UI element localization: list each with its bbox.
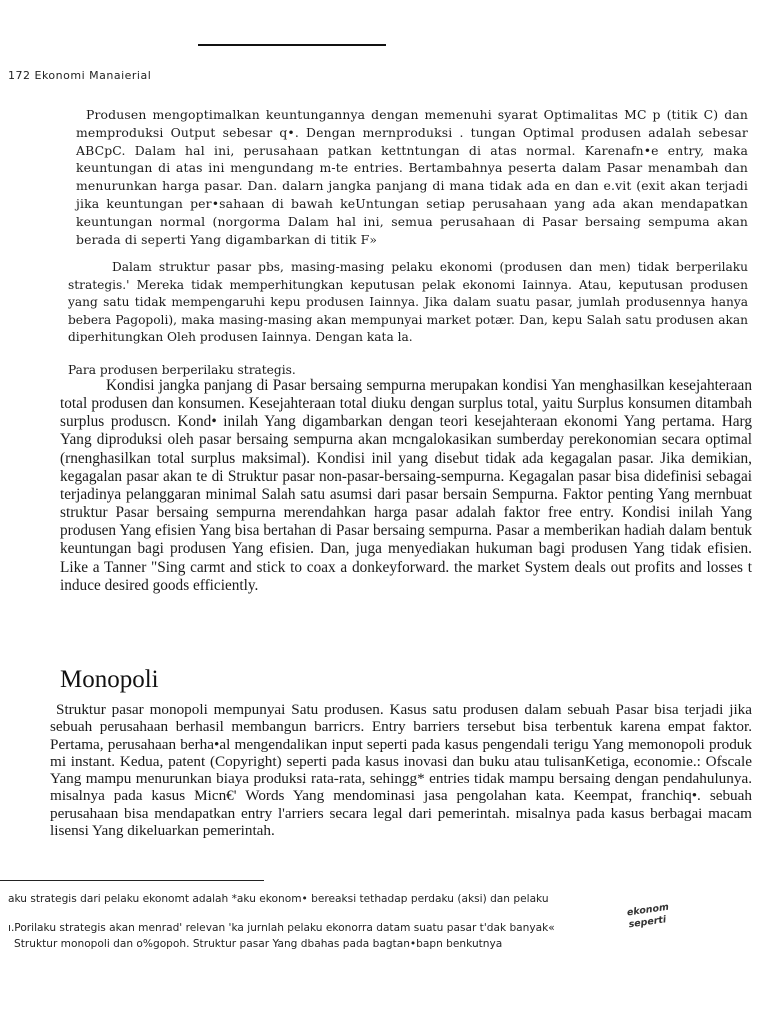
section-heading-monopoli: Monopoli: [60, 666, 159, 693]
annotation-line-1: ekonom: [626, 901, 670, 919]
handwritten-annotation: [626, 901, 679, 936]
paragraph-1: Produsen mengoptimalkan keuntungannya dengan memenuhi syarat Optimalitas MC p (titik C) dan memproduksi Output sebesar q•. Dengan mernproduksi . tungan Optimal produsen adalah sebesar ABCpC. Dalam hal ini, perusahaan patkan kettntungan di atas normal. Karenafn•e entry, maka keuntungan di atas ini mengundang m-te entries. Bertambahnya peserta dalam Pasar menambah dan menurunkan harga pasar. Dan. dalarn jangka panjang di mana tidak ada en dan e.vit (exit akan terjadi jika keuntungan per•sahaan di bawah keUntungan setiap perusahaan yang ada akan mendapatkan keuntungan normal (norgorma Dalam hal ini, semua perusahaan di Pasar bersaing sempuma akan berada di seperti Yang digambarkan di titik F»: [76, 107, 748, 247]
running-head: 172 Ekonomi Manaierial: [8, 69, 152, 82]
paragraph-5: Struktur pasar monopoli mempunyai Satu produsen. Kasus satu produsen dalam sebuah Pasar bisa terjadi jika sebuah perusahaan berhasil membangun barricrs. Entry barriers tersebut bisa terbentuk karena empat faktor. Pertama, perusahaan berha•al mengendalikan input seperti pada kasus pengendali terigu Yang memonopoli produk mi instant. Kedua, patent (Copyright) seperti pada kasus inovasi dan buku atau tulisanKetiga, economie.: Ofscale Yang mampu menurunkan biaya produksi rata-rata, sehingg* entries tidak mampu bersaing dengan pendahulunya. misalnya pada kasus Micn€' Words Yang mendominasi jasa pengolahan kata. Keempat, franchiq•. sebuah perusahaan bisa mendapatkan entry l'arriers secara legal dari pemerintah. misalnya pada kasus berbagai macam lisensi Yang dikeluarkan pemerintah.: [50, 701, 752, 840]
paragraph-4: Kondisi jangka panjang di Pasar bersaing sempurna merupakan kondisi Yan menghasilkan kesejahteraan total produsen dan konsumen. Kesejahteraan total diuku dengan surplus total, yaitu Surplus konsumen ditambah surplus produscn. Kond• inilah Yang digambarkan dengan teori kesejahteraan ekonomi Yang pertama. Harg Yang diproduksi oleh pasar bersaing sempurna akan mcngalokasikan sumberday perekonomian secara optimal (rnenghasilkan total surplus maksimal). Kondisi inil yang disebut tidak ada kegagalan pasar. Jika demikian, kegagalan pasar akan te di Struktur pasar non-pasar-bersaing-sempurna. Kegagalan pasar bisa didefinisi sebagai terjadinya pelanggaran minimal Salah satu asumsi dari pasar bersain Sempurna. Faktor penting Yang mernbuat struktur Pasar bersaing sempurna merendahkan harga pasar adalah faktor free entry. Kondisi inilah Yang produsen Yang efisien Yang bisa bertahan di Pasar bersaing sempurna. Pasar a memberikan hadiah dalam bentuk keuntungan bagi produsen Yang efisien. Dan, juga menyediakan hukuman bagi produsen Yang tidak efisien. Like a Tanner "Sing carmt and stick to coax a donkeyforward. the market System deals out profits and losses t induce desired goods efficiently.: [60, 377, 752, 594]
paragraph-3: Para produsen berperilaku strategis.: [68, 363, 296, 377]
footnote-1: aku strategis dari pelaku ekonomt adalah *aku ekonom• bereaksi tethadap perdaku (aksi) dan pelaku: [8, 893, 549, 905]
footnote-2: ı.Porilaku strategis akan menrad' relevan 'ka jurnlah pelaku ekonorra datam suatu pasar t'dak banyak«: [8, 922, 555, 934]
top-rule: [198, 44, 386, 46]
paragraph-2: Dalam struktur pasar pbs, masing-masing pelaku ekonomi (produsen dan men) tidak berperilaku strategis.' Mereka tidak memperhitungkan keputusan pelak ekonomi Iainnya. Atau, keputusan produsen yang satu tidak mempengaruhi kepu produsen Iainnya. Jika dalam suatu pasar, jumlah produsennya hanya bebera Pagopoli), maka masing-masing akan mempunyai market potær. Dan, kepu Salah satu produsen akan diperhitungkan Oleh produsen Iainnya. Dengan kata la.: [68, 260, 748, 345]
annotation-line-2: seperti: [627, 914, 667, 931]
footnote-3: Struktur monopoli dan o%gopoh. Struktur pasar Yang dbahas pada bagtan•bapn benkutnya: [14, 938, 503, 950]
footnote-rule: [0, 880, 264, 881]
